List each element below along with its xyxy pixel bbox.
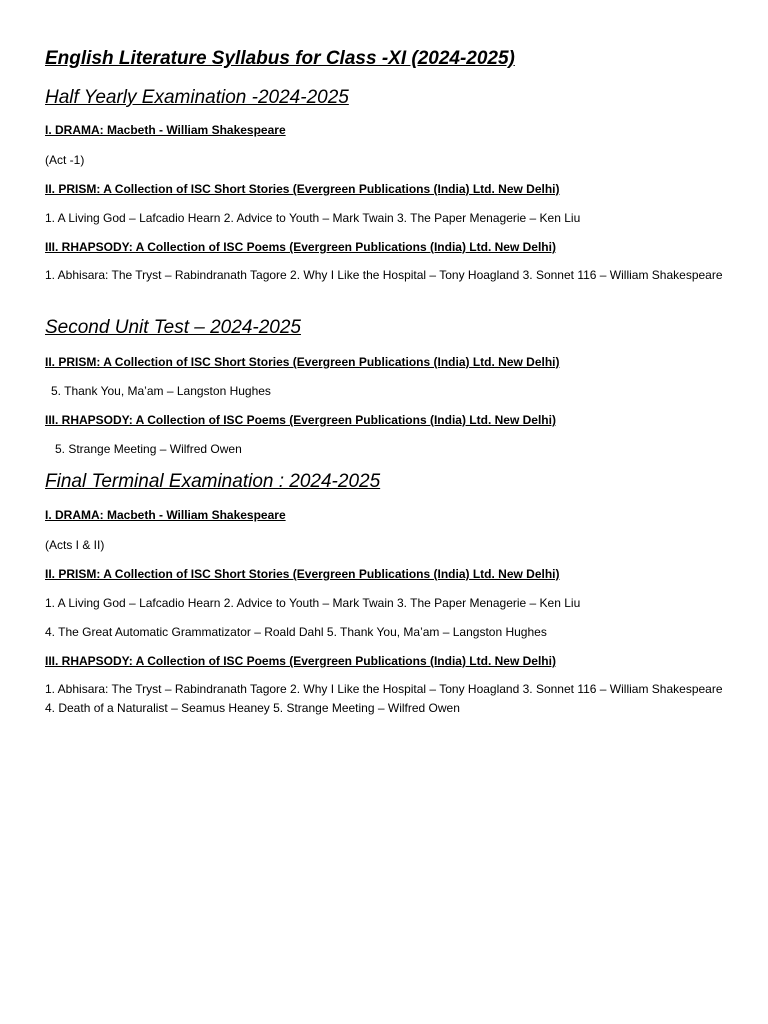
document-title: English Literature Syllabus for Class -XI (2024-2025) (45, 48, 515, 69)
second-unit-title: Second Unit Test – 2024-2025 (45, 317, 301, 338)
final-terminal-prism-items-2: 4. The Great Automatic Grammatizator – Roald Dahl 5. Thank You, Ma’am – Langston Hughes (45, 625, 547, 639)
final-terminal-prism-heading: II. PRISM: A Collection of ISC Short Stories (Evergreen Publications (India) Ltd. New Delhi) (45, 567, 560, 581)
second-unit-prism-items: 5. Thank You, Ma’am – Langston Hughes (51, 384, 271, 398)
second-unit-rhapsody-items: 5. Strange Meeting – Wilfred Owen (55, 442, 242, 456)
final-terminal-rhapsody-items: 1. Abhisara: The Tryst – Rabindranath Tagore 2. Why I Like the Hospital – Tony Hoagland 3. Sonnet 116 – William Shakespeare 4. Death of a Naturalist – Seamus Heaney 5. Strange Meeting – Wilfred Owen (45, 682, 723, 715)
second-unit-prism-heading: II. PRISM: A Collection of ISC Short Stories (Evergreen Publications (India) Ltd. New Delhi) (45, 355, 560, 369)
final-terminal-prism-items-1: 1. A Living God – Lafcadio Hearn 2. Advice to Youth – Mark Twain 3. The Paper Menagerie – Ken Liu (45, 596, 581, 610)
second-unit-rhapsody-heading: III. RHAPSODY: A Collection of ISC Poems (Evergreen Publications (India) Ltd. New Delhi) (45, 413, 556, 427)
half-yearly-prism-items: 1. A Living God – Lafcadio Hearn 2. Advice to Youth – Mark Twain 3. The Paper Menagerie – Ken Liu (45, 211, 581, 225)
half-yearly-title: Half Yearly Examination -2024-2025 (45, 87, 349, 108)
half-yearly-drama-heading: I. DRAMA: Macbeth - William Shakespeare (45, 123, 286, 137)
final-terminal-drama-heading: I. DRAMA: Macbeth - William Shakespeare (45, 508, 286, 522)
half-yearly-drama-detail: (Act -1) (45, 153, 85, 167)
final-terminal-rhapsody-heading: III. RHAPSODY: A Collection of ISC Poems (Evergreen Publications (India) Ltd. New Delhi) (45, 654, 556, 668)
half-yearly-rhapsody-items: 1. Abhisara: The Tryst – Rabindranath Tagore 2. Why I Like the Hospital – Tony Hoagland 3. Sonnet 116 – William Shakespeare (45, 268, 723, 282)
final-terminal-drama-detail: (Acts I & II) (45, 538, 105, 552)
half-yearly-prism-heading: II. PRISM: A Collection of ISC Short Stories (Evergreen Publications (India) Ltd. New Delhi) (45, 182, 560, 196)
final-terminal-title: Final Terminal Examination : 2024-2025 (45, 471, 381, 492)
half-yearly-rhapsody-heading: III. RHAPSODY: A Collection of ISC Poems (Evergreen Publications (India) Ltd. New Delhi) (45, 240, 556, 254)
